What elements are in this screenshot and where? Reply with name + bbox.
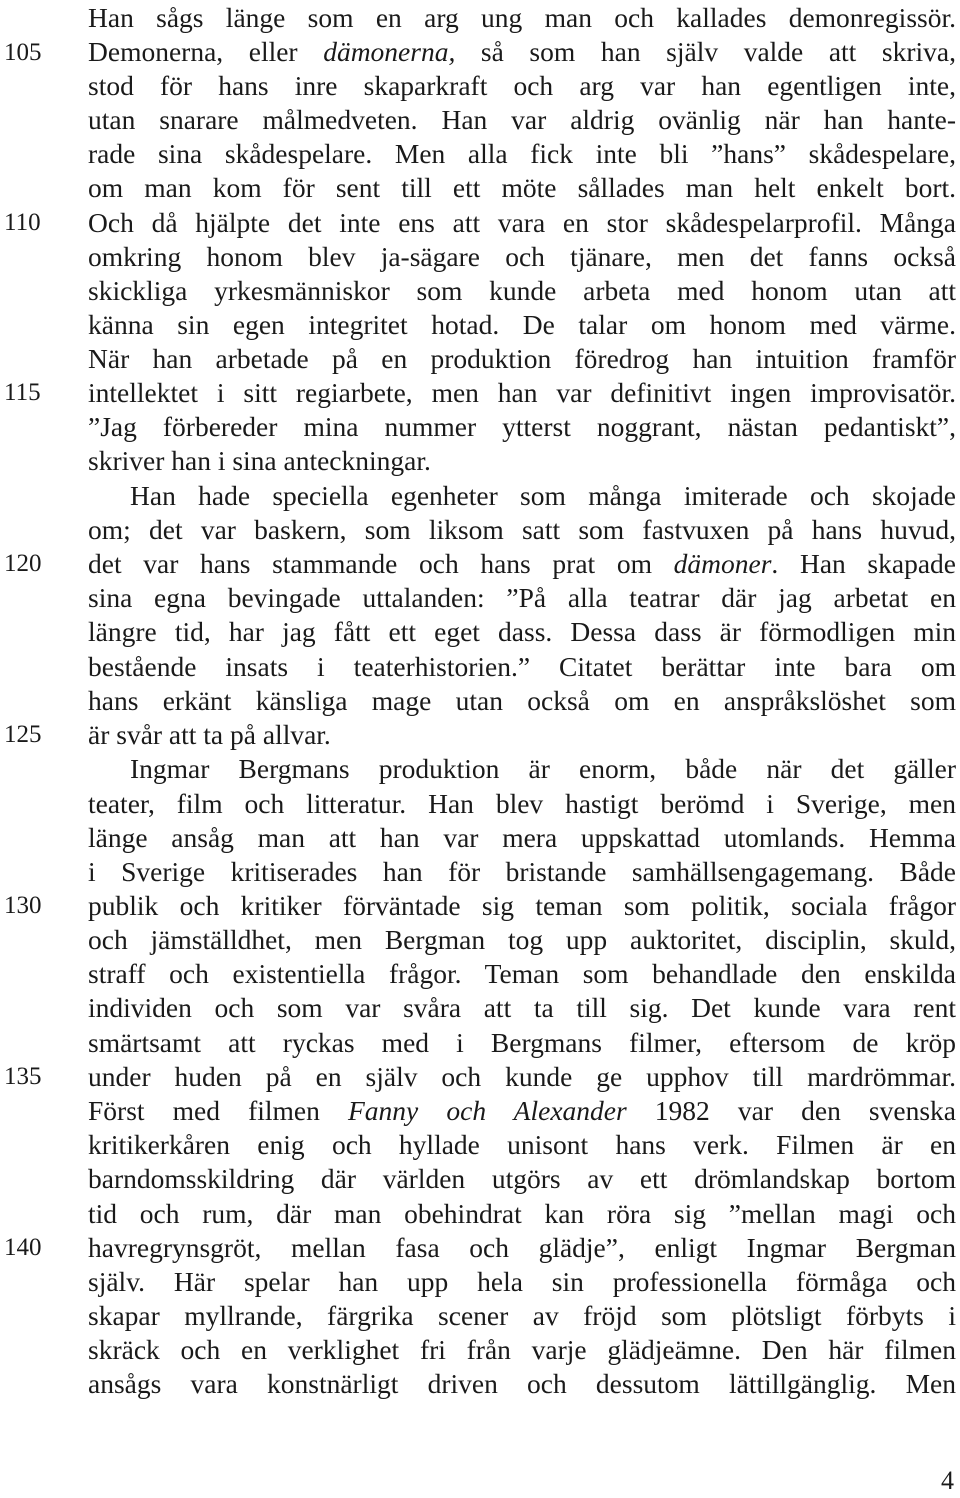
text-line: skapar myllrande, färgrika scener av fröjd som plötsligt förbyts i: [88, 1300, 956, 1331]
text-line: längre tid, har jag fått ett eget dass. Dessa dass är förmodligen min: [88, 616, 956, 647]
text-line: och jämställdhet, men Bergman tog upp auktoritet, disciplin, skuld,: [88, 924, 956, 955]
text-line: ansågs vara konstnärligt driven och dessutom lättillgänglig. Men: [88, 1368, 956, 1399]
text-line: teater, film och litteratur. Han blev hastigt berömd i Sverige, men: [88, 788, 956, 819]
line-number: 115: [4, 379, 41, 406]
text-line: bestående insats i teaterhistorien.” Citatet berättar inte bara om: [88, 651, 956, 682]
text-line: Demonerna, eller dämonerna, så som han själv valde att skriva,: [88, 36, 956, 67]
text-line: straff och existentiella frågor. Teman som behandlade den enskilda: [88, 958, 956, 989]
text-line: intellektet i sitt regiarbete, men han var definitivt ingen improvisatör.: [88, 377, 956, 408]
text-line: stod för hans inre skaparkraft och arg var han egentligen inte,: [88, 70, 956, 101]
text-line: om; det var baskern, som liksom satt som fastvuxen på hans huvud,: [88, 514, 956, 545]
text-line: tid och rum, där man obehindrat kan röra sig ”mellan magi och: [88, 1198, 956, 1229]
line-number: 140: [4, 1234, 42, 1261]
text-line: Ingmar Bergmans produktion är enorm, både när det gäller: [130, 753, 956, 784]
text-line: Och då hjälpte det inte ens att vara en stor skådespelarprofil. Många: [88, 207, 956, 238]
text-line: barndomsskildring där världen utgörs av ett drömlandskap bortom: [88, 1163, 956, 1194]
text-line: om man kom för sent till ett möte sållades man helt enkelt bort.: [88, 172, 956, 203]
text-line: skräck och en verklighet fri från varje glädjeämne. Den här filmen: [88, 1334, 956, 1365]
page-number: 4: [941, 1466, 954, 1495]
text-line: är svår att ta på allvar.: [88, 719, 331, 750]
text-line: kritikerkåren enig och hyllade unisont hans verk. Filmen är en: [88, 1129, 956, 1160]
line-number: 130: [4, 892, 42, 919]
text-line: individen och som var svåra att ta till sig. Det kunde vara rent: [88, 992, 956, 1023]
text-line: skriver han i sina anteckningar.: [88, 445, 431, 476]
line-number: 125: [4, 721, 42, 748]
text-line: sina egna bevingade uttalanden: ”På alla teatrar där jag arbetat en: [88, 582, 956, 613]
text-line: ”Jag förbereder mina nummer ytterst noggrant, nästan pedantiskt”,: [88, 411, 956, 442]
text-line: länge ansåg man att han var mera uppskattad utomlands. Hemma: [88, 822, 956, 853]
text-line: själv. Här spelar han upp hela sin professionella förmåga och: [88, 1266, 956, 1297]
text-line: Han hade speciella egenheter som många imiterade och skojade: [130, 480, 956, 511]
text-line: havregrynsgröt, mellan fasa och glädje”, enligt Ingmar Bergman: [88, 1232, 956, 1263]
line-number: 120: [4, 550, 42, 577]
text-line: smärtsamt att ryckas med i Bergmans filmer, eftersom de kröp: [88, 1027, 956, 1058]
text-line: det var hans stammande och hans prat om dämoner. Han skapade: [88, 548, 956, 579]
text-line: skickliga yrkesmänniskor som kunde arbeta med honom utan att: [88, 275, 956, 306]
text-line: känna sin egen integritet hotad. De talar om honom med värme.: [88, 309, 956, 340]
line-number: 135: [4, 1063, 42, 1090]
text-line: rade sina skådespelare. Men alla fick inte bli ”hans” skådespelare,: [88, 138, 956, 169]
text-line: publik och kritiker förväntade sig teman som politik, sociala frågor: [88, 890, 956, 921]
text-line: hans erkänt känsliga mage utan också om en anspråkslöshet som: [88, 685, 956, 716]
text-line: Först med filmen Fanny och Alexander 1982 var den svenska: [88, 1095, 956, 1126]
text-line: Han sågs länge som en arg ung man och kallades demonregissör.: [88, 2, 956, 33]
text-line: utan snarare målmedveten. Han var aldrig ovänlig när han hante-: [88, 104, 956, 135]
text-line: När han arbetade på en produktion föredrog han intuition framför: [88, 343, 956, 374]
text-line: omkring honom blev ja-sägare och tjänare, men det fanns också: [88, 241, 956, 272]
line-number: 110: [4, 209, 41, 236]
line-number: 105: [4, 39, 42, 66]
text-line: i Sverige kritiserades han för bristande samhällsengagemang. Både: [88, 856, 956, 887]
text-line: under huden på en själv och kunde ge upphov till mardrömmar.: [88, 1061, 956, 1092]
